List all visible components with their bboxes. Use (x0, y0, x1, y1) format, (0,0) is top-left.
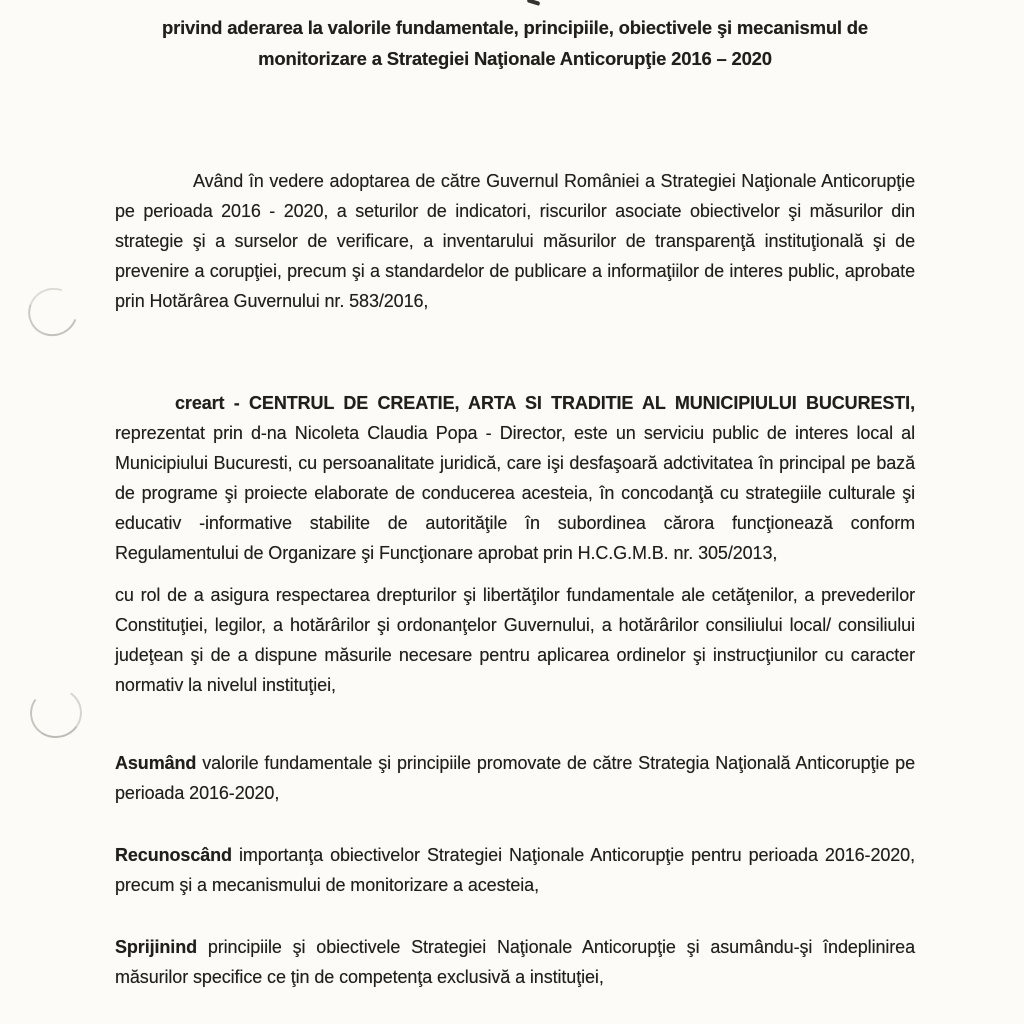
paragraph-text: principiile şi obiectivele Strategiei Naţionale Anticorupţie şi asumându-şi îndeplinirea măsurilor specifice ce ţin de competenţa exclusivă a instituţiei, (115, 937, 915, 987)
paragraph-text: valorile fundamentale şi principiile promovate de către Strategia Naţională Anticorupţie pe perioada 2016-2020, (115, 753, 915, 803)
punch-hole-mark-1 (20, 280, 86, 345)
paragraph-lead-bold: Sprijinind (115, 937, 197, 957)
paragraph-text: cu rol de a asigura respectarea drepturilor şi libertăţilor fundamentale ale cetăţenilor, a prevederilor Constituţiei, legilor, a hotărârilor şi ordonanţelor Guvernului, a hotărârilor consiliului local/ consiliului judeţean şi de a dispune măsurile necesare pentru aplicarea ordinelor şi instrucţiunilor cu caracter normativ la nivelul instituţiei, (115, 585, 915, 695)
paragraph-creart-institution (115, 388, 915, 568)
title-line-2: monitorizare a Strategiei Naţionale Anticorupţie 2016 – 2020 (258, 48, 772, 69)
punch-hole-mark-2 (26, 684, 86, 742)
paragraph-recunoscand (115, 840, 915, 900)
paragraph-avand-in-vedere (115, 166, 915, 316)
document-title (115, 12, 915, 74)
paragraph-asumand (115, 748, 915, 808)
paragraph-text: reprezentat prin d-na Nicoleta Claudia Popa - Director, este un serviciu public de interes local al Municipiului Bucuresti, cu persoanalitate juridică, care işi desfaşoară adctivitatea în principal pe bază de programe şi proiecte elaborate de conducerea acesteia, în concodanţă cu strategiile culturale şi educativ -informative stabilite de autorităţile în subordinea cărora funcţionează conform Regulamentului de Organizare şi Funcţionare aprobat prin H.C.G.M.B. nr. 305/2013, (115, 423, 915, 563)
paragraph-cu-rol-de (115, 580, 915, 700)
paragraph-sprijinind (115, 932, 915, 992)
paragraph-lead-bold: creart - CENTRUL DE CREATIE, ARTA SI TRADITIE AL MUNICIPIULUI BUCURESTI, (175, 393, 915, 413)
paragraph-text: importanţa obiectivelor Strategiei Naţionale Anticorupţie pentru perioada 2016-2020, precum şi a mecanismului de monitorizare a acesteia, (115, 845, 915, 895)
title-line-1: privind aderarea la valorile fundamentale, principiile, obiectivele şi mecanismul de (162, 17, 868, 38)
paragraph-lead-bold: Recunoscând (115, 845, 232, 865)
document-content (115, 0, 915, 992)
paragraph-text: Având în vedere adoptarea de către Guvernul României a Strategiei Naţionale Anticorupţie pe perioada 2016 - 2020, a seturilor de indicatori, riscurilor asociate obiectivelor şi măsurilor din strategie şi a surselor de verificare, a inventarului măsurilor de transparenţă instituţională şi de prevenire a corupţiei, precum şi a standardelor de publicare a informaţiilor de interes public, aprobate prin Hotărârea Guvernului nr. 583/2016, (115, 171, 915, 311)
paragraph-lead-bold: Asumând (115, 753, 197, 773)
